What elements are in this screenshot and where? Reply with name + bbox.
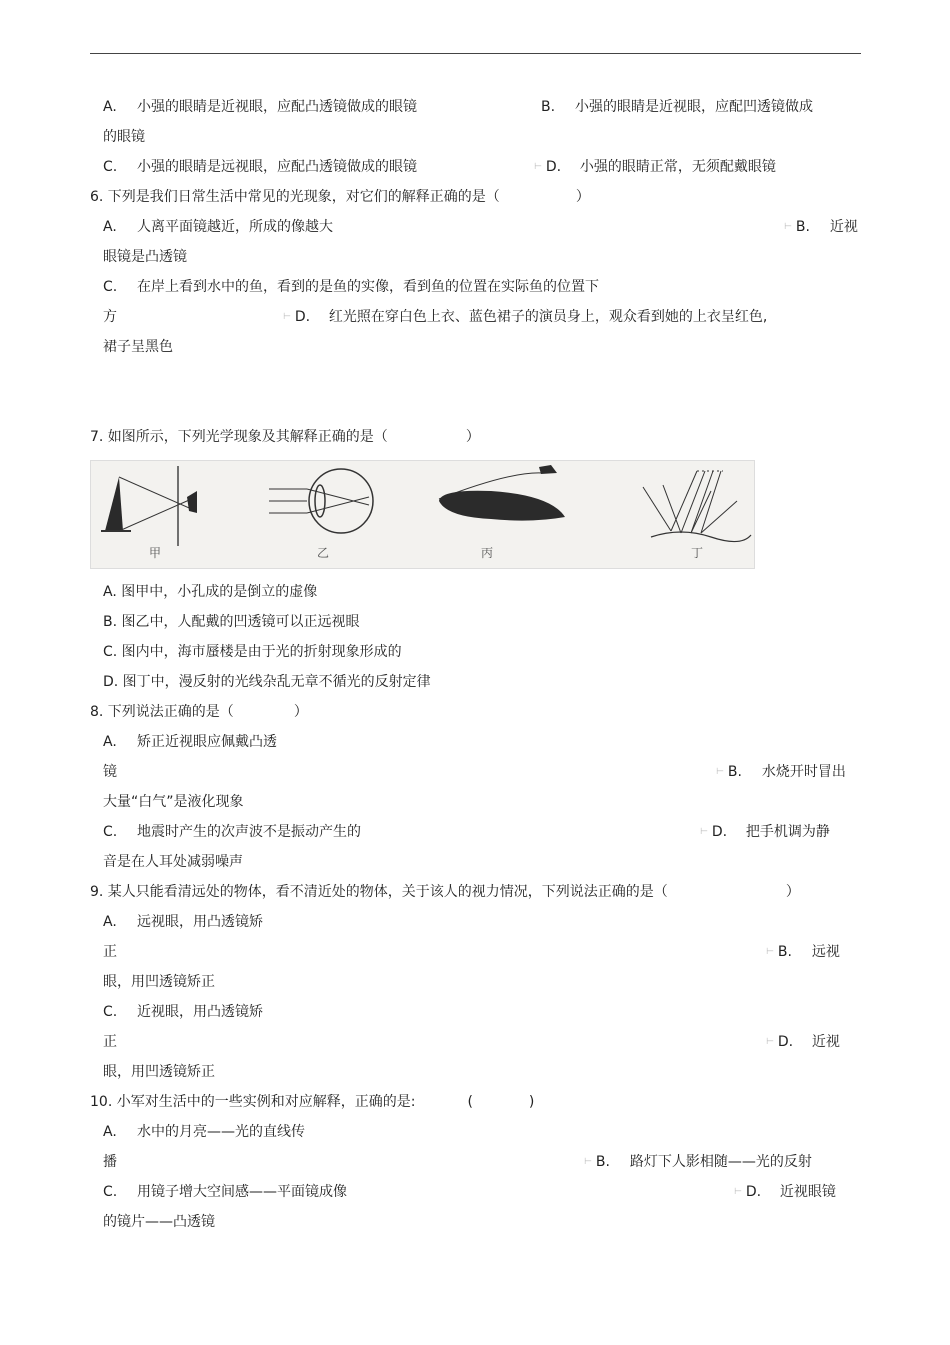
svg-text:丙: 丙 (481, 546, 494, 560)
q5-option-b-continued: 的眼镜 (103, 129, 145, 145)
q6-option-b-continued: 眼镜是凸透镜 (103, 249, 187, 265)
q5-option-d[interactable]: ⊢ D. 小强的眼睛正常，无须配戴眼镜 (534, 159, 776, 175)
mirage-diagram (439, 465, 565, 560)
q7-option-a[interactable]: A. 图甲中，小孔成的是倒立的虚像 (103, 584, 318, 600)
eye-lens-diagram (269, 469, 373, 560)
q9-option-a-continued: 正 (103, 944, 117, 960)
anchor-mark-icon: ⊢ (734, 1187, 742, 1197)
q7-stem: 7. 如图所示，下列光学现象及其解释正确的是（ ） (90, 429, 480, 445)
q10-stem: 10. 小军对生活中的一些实例和对应解释，正确的是: ( ) (90, 1094, 535, 1110)
q6-option-d-continued: 裙子呈黑色 (103, 339, 173, 355)
q10-option-a[interactable]: A. 水中的月亮——光的直线传 (103, 1124, 305, 1140)
diffuse-reflection-diagram (643, 471, 751, 560)
q6-option-a[interactable]: A. 人离平面镜越近，所成的像越大 (103, 219, 333, 235)
q8-option-d-continued: 音是在人耳处减弱噪声 (103, 854, 243, 870)
q7-option-c[interactable]: C. 图内中，海市蜃楼是由于光的折射现象形成的 (103, 644, 402, 660)
q9-option-d[interactable]: ⊢ D. 近视 (766, 1034, 840, 1050)
q8-option-d[interactable]: ⊢ D. 把手机调为静 (700, 824, 830, 840)
svg-text:丁: 丁 (691, 546, 704, 560)
q9-option-b-continued: 眼，用凹透镜矫正 (103, 974, 215, 990)
anchor-mark-icon: ⊢ (700, 827, 708, 837)
q6-stem: 6. 下列是我们日常生活中常见的光现象，对它们的解释正确的是（ ） (90, 189, 590, 205)
q8-stem: 8. 下列说法正确的是（ ） (90, 704, 308, 720)
q9-stem: 9. 某人只能看清远处的物体，看不清近处的物体，关于该人的视力情况，下列说法正确的是（ ） (90, 884, 800, 900)
q7-option-d[interactable]: D. 图丁中，漫反射的光线杂乱无章不循光的反射定律 (103, 674, 431, 690)
q7-optics-figure (90, 460, 755, 569)
anchor-mark-icon: ⊢ (584, 1157, 592, 1167)
q8-option-a-continued: 镜 (103, 764, 117, 780)
q9-option-c-continued: 正 (103, 1034, 117, 1050)
q8-option-a[interactable]: A. 矫正近视眼应佩戴凸透 (103, 734, 277, 750)
q6-option-d[interactable]: ⊢ D. 红光照在穿白色上衣、蓝色裙子的演员身上，观众看到她的上衣呈红色, (283, 309, 768, 325)
q6-option-b[interactable]: ⊢ B. 近视 (784, 219, 858, 235)
anchor-mark-icon: ⊢ (283, 312, 291, 322)
q6-option-c-continued: 方 (103, 309, 117, 325)
svg-text:乙: 乙 (317, 546, 330, 560)
q6-option-c[interactable]: C. 在岸上看到水中的鱼，看到的是鱼的实像，看到鱼的位置在实际鱼的位置下 (103, 279, 599, 295)
anchor-mark-icon: ⊢ (766, 947, 774, 957)
q9-option-b[interactable]: ⊢ B. 远视 (766, 944, 840, 960)
q9-option-a[interactable]: A. 远视眼，用凸透镜矫 (103, 914, 263, 930)
q10-option-b[interactable]: ⊢ B. 路灯下人影相随——光的反射 (584, 1154, 812, 1170)
q10-option-c[interactable]: C. 用镜子增大空间感——平面镜成像 (103, 1184, 347, 1200)
q10-option-d[interactable]: ⊢ D. 近视眼镜 (734, 1184, 836, 1200)
q8-option-c[interactable]: C. 地震时产生的次声波不是振动产生的 (103, 824, 361, 840)
q7-option-b[interactable]: B. 图乙中，人配戴的凹透镜可以正远视眼 (103, 614, 360, 630)
optics-illustrations (91, 461, 754, 568)
anchor-mark-icon: ⊢ (716, 767, 724, 777)
anchor-mark-icon: ⊢ (784, 222, 792, 232)
header-rule (90, 53, 861, 54)
svg-text:甲: 甲 (149, 546, 162, 560)
anchor-mark-icon: ⊢ (534, 162, 542, 172)
q8-option-b-continued: 大量“白气”是液化现象 (103, 794, 244, 810)
q8-option-b[interactable]: ⊢ B. 水烧开时冒出 (716, 764, 846, 780)
anchor-mark-icon: ⊢ (766, 1037, 774, 1047)
q10-option-d-continued: 的镜片——凸透镜 (103, 1214, 215, 1230)
q10-option-a-continued: 播 (103, 1154, 117, 1170)
q9-option-c[interactable]: C. 近视眼，用凸透镜矫 (103, 1004, 263, 1020)
pinhole-diagram (101, 466, 197, 560)
q5-option-c[interactable]: C. 小强的眼睛是远视眼，应配凸透镜做成的眼镜 (103, 159, 417, 175)
q5-option-b[interactable]: B. 小强的眼睛是近视眼，应配凹透镜做成 (541, 99, 813, 115)
q5-option-a[interactable]: A. 小强的眼睛是近视眼，应配凸透镜做成的眼镜 (103, 99, 417, 115)
q9-option-d-continued: 眼，用凹透镜矫正 (103, 1064, 215, 1080)
